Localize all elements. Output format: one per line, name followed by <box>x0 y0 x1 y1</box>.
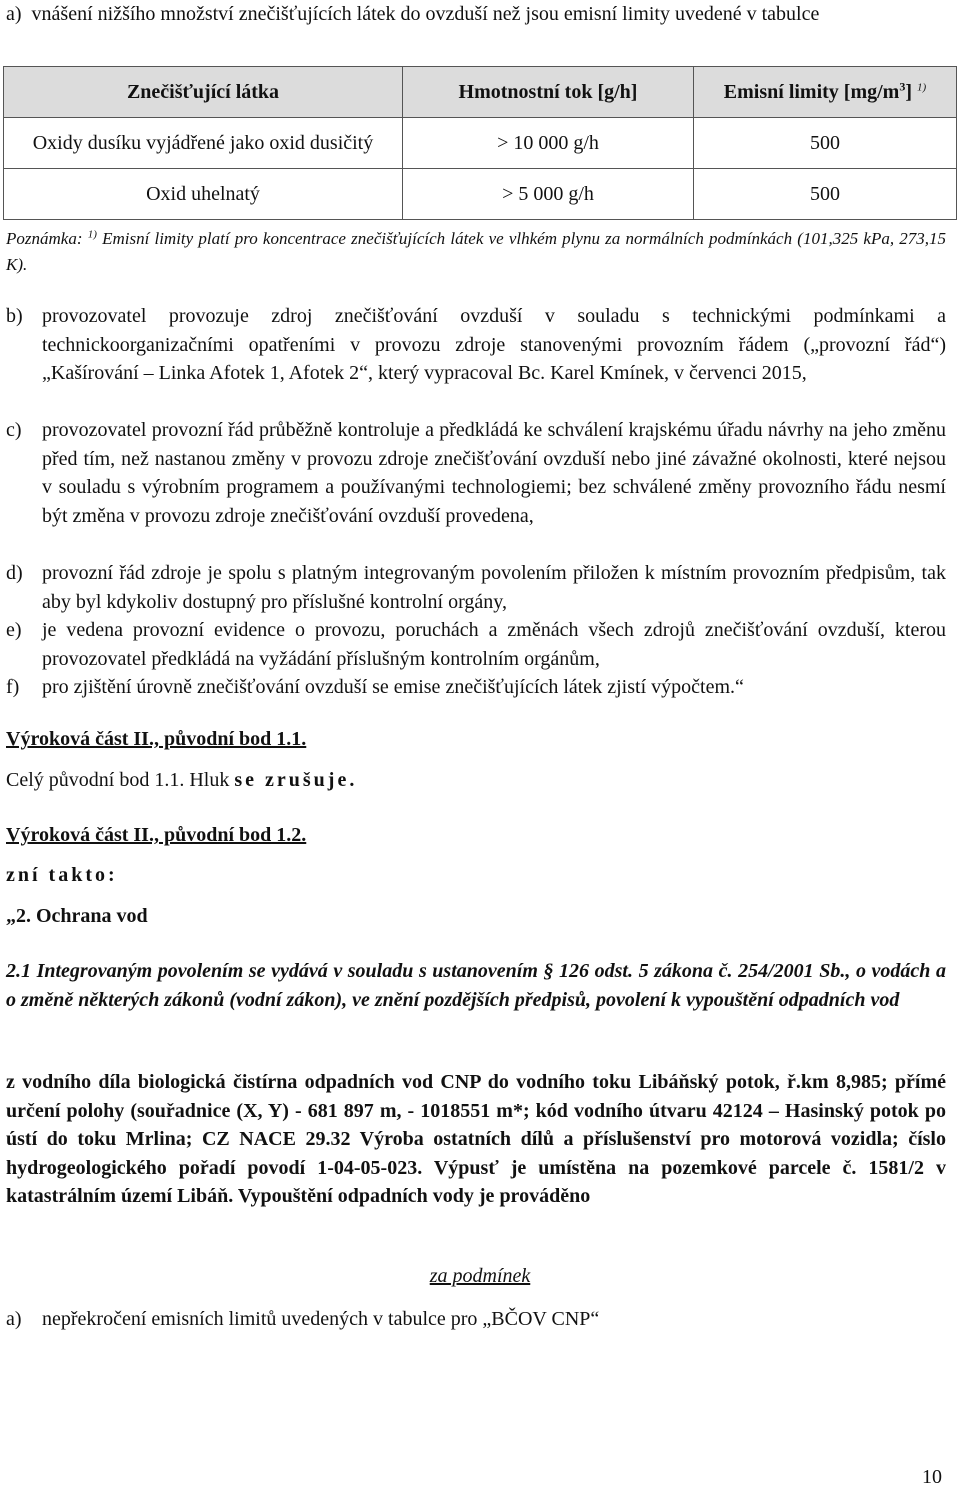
section-heading-1-2: Výroková část II., původní bod 1.2. <box>6 824 307 846</box>
condition-item-a: a) nepřekročení emisních limitů uvedených v tabulce pro „BČOV CNP“ <box>6 1305 946 1334</box>
table-row <box>4 169 957 220</box>
list-item-e: e) je vedena provozní evidence o provozu, poruchách a změnách všech zdrojů znečišťování ovzduší, kterou provozovatel předkládá na vyžádání příslušným kontrolním orgánům, <box>6 616 946 673</box>
permit-paragraph: 2.1 Integrovaným povolením se vydává v souladu s ustanovením § 126 odst. 5 zákona č. 254/2001 Sb., o vodách a o změně některých zákonů (vodní zákon), ve znění pozdějších předpisů, povolení k vypouštění odpadních vod <box>6 960 946 1011</box>
reads-as-phrase: zní takto: <box>6 864 118 886</box>
condition-text: nepřekročení emisních limitů uvedených v tabulce pro „BČOV CNP“ <box>42 1308 600 1330</box>
table-header-row <box>4 67 957 118</box>
cell-limit: 500 <box>694 118 957 169</box>
emission-limits-table <box>3 66 957 220</box>
list-item-d: d) provozní řád zdroje je spolu s platným integrovaným povolením přiložen k místním provozním předpisům, tak aby byl kdykoliv dostupný pro příslušné kontrolní orgány, <box>6 559 946 616</box>
list-item-text: provozovatel provozuje zdroj znečišťování ovzduší v souladu s technickými podmínkami a technickoorganizačními opatřeními v provozu zdroje stanovenými provozním řádem („provozní řád“) „Kašírování – Linka Afotek 1, Afotek 2“, který vypracoval Bc. Karel Kmínek, v červenci 2015, <box>42 305 946 385</box>
page-number: 10 <box>922 1466 942 1488</box>
cell-limit: 500 <box>694 169 957 220</box>
list-item-text: pro zjištění úrovně znečišťování ovzduší se emise znečišťujících látek zjistí výpočtem.“ <box>42 676 744 698</box>
header-substance: Znečišťující látka <box>4 67 403 118</box>
note-text: Emisní limity platí pro koncentrace znečišťujících látek ve vlhkém plynu za normálních podmínkách (101,325 kPa, 273,15 K). <box>6 229 947 274</box>
table-note <box>6 226 946 278</box>
repeal-phrase: se zrušuje. <box>234 769 358 791</box>
header-mass-flow: Hmotnostní tok [g/h] <box>403 67 694 118</box>
cell-flow: > 5 000 g/h <box>403 169 694 220</box>
list-item-text: provozovatel provozní řád průběžně kontroluje a předkládá ke schválení krajskému úřadu návrhy na jeho změnu před tím, než nastanou změny v provozu zdroje znečišťování ovzduší nebo jiné závažné okolnosti, které nejsou v souladu s výrobním programem a používanými technologiemi; bez schválené změny provozního řádu nesmí být změna v provozu zdroje znečišťování ovzduší provedena, <box>42 419 946 527</box>
table-row <box>4 118 957 169</box>
section-heading-1-1: Výroková část II., původní bod 1.1. <box>6 728 307 750</box>
list-item-c: c) provozovatel provozní řád průběžně kontroluje a předkládá ke schválení krajskému úřadu návrhy na jeho změnu před tím, než nastanou změny v provozu zdroje znečišťování ovzduší nebo jiné závažné okolnosti, které nejsou v souladu s výrobním programem a používanými technologiemi; bez schválené změny provozního řádu nesmí být změna v provozu zdroje znečišťování ovzduší provedena, <box>6 416 946 530</box>
note-mark: 1) <box>87 228 97 241</box>
list-item-text: je vedena provozní evidence o provozu, poruchách a změnách všech zdrojů znečišťování ovzduší, kterou provozovatel předkládá na vyžádání příslušným kontrolním orgánům, <box>42 619 946 670</box>
section-1-1-text: Celý původní bod 1.1. Hluk se zrušuje. <box>6 769 358 791</box>
list-item-text: provozní řád zdroje je spolu s platným integrovaným povolením přiložen k místním provozním předpisům, tak aby byl kdykoliv dostupný pro příslušné kontrolní orgány, <box>42 562 946 613</box>
discharge-paragraph: z vodního díla biologická čistírna odpadních vod CNP do vodního toku Libáňský potok, ř.km 8,985; přímé určení polohy (souřadnice (X, Y) - 681 897 m, - 1018551 m*; kód vodního útvaru 42124 – Hasinský potok po ústí do toku Mrlina; CZ NACE 29.32 Výroba ostatních dílů a příslušenství pro motorová vozidla; číslo hydrogeologického pořadí povodí 1-04-05-023. Výpusť je umístěna na pozemkové parcele č. 1581/2 v katastrálním území Libáň. Vypouštění odpadních vody je prováděno <box>6 1071 946 1208</box>
cell-flow: > 10 000 g/h <box>403 118 694 169</box>
intro-item-a: a) vnášení nižšího množství znečišťujících látek do ovzduší než jsou emisní limity uvedené v tabulce <box>6 3 820 25</box>
list-item-f: f) pro zjištění úrovně znečišťování ovzduší se emise znečišťujících látek zjistí výpočtem.“ <box>6 673 946 702</box>
cell-substance: Oxid uhelnatý <box>4 169 403 220</box>
header-emission-limits: Emisní limity $[mg/m^3]$ $^{1)}$ <box>694 67 957 118</box>
list-item-b: b) provozovatel provozuje zdroj znečišťování ovzduší v souladu s technickými podmínkami a technickoorganizačními opatřeními v provozu zdroje stanovenými provozním řádem („provozní řád“) „Kašírování – Linka Afotek 1, Afotek 2“, který vypracoval Bc. Karel Kmínek, v červenci 2015, <box>6 302 946 388</box>
cell-substance: Oxidy dusíku vyjádřené jako oxid dusičitý <box>4 118 403 169</box>
water-protection-title: „2. Ochrana vod <box>6 905 148 927</box>
conditions-heading: za podmínek <box>429 1265 531 1287</box>
note-label: Poznámka: <box>6 229 83 248</box>
